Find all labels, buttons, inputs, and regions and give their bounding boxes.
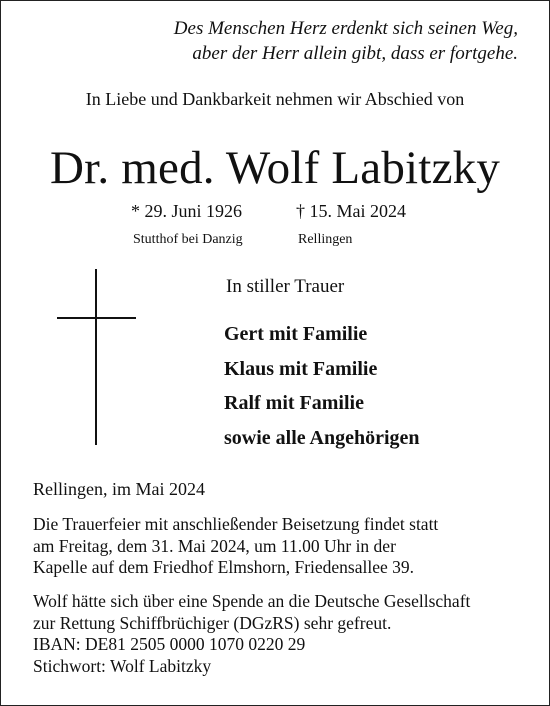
funeral-line: Die Trauerfeier mit anschließender Beisetzung findet statt [33, 514, 439, 534]
mourner-item: sowie alle Angehörigen [224, 426, 420, 449]
mourners-list [224, 317, 420, 455]
place-and-date: Rellingen, im Mai 2024 [33, 479, 205, 499]
mourner-item: Gert mit Familie [224, 323, 368, 345]
deceased-name: Dr. med. Wolf Labitzky [49, 142, 501, 194]
donation-line: Wolf hätte sich über eine Spende an die Deutsche Gesellschaft [33, 591, 471, 611]
mourning-heading: In stiller Trauer [226, 276, 345, 297]
verse-line: Des Menschen Herz erdenkt sich seinen Weg, [173, 18, 518, 39]
death-date: † 15. Mai 2024 [296, 201, 406, 221]
iban-line: IBAN: DE81 2505 0000 1070 0220 29 [33, 634, 306, 654]
death-place: Rellingen [298, 232, 353, 247]
verse-line: aber der Herr allein gibt, dass er fortgehe. [192, 43, 518, 64]
cross-vertical-bar [95, 269, 97, 445]
keyword-line: Stichwort: Wolf Labitzky [33, 655, 212, 676]
mourner-item: Klaus mit Familie [224, 357, 378, 380]
funeral-line: am Freitag, dem 31. Mai 2024, um 11.00 Uhr in der [33, 535, 396, 556]
bible-verse [174, 16, 518, 66]
donation-info [33, 591, 470, 677]
donation-line: zur Rettung Schiffbrüchiger (DGzRS) sehr gefreut. [33, 612, 392, 633]
birth-date: * 29. Juni 1926 [131, 201, 243, 221]
cross-horizontal-bar [57, 317, 136, 319]
funeral-info [33, 514, 438, 579]
funeral-line: Kapelle auf dem Friedhof Elmshorn, Friedensallee 39. [33, 557, 415, 577]
intro-text: In Liebe und Dankbarkeit nehmen wir Abschied von [85, 89, 465, 109]
birth-place: Stutthof bei Danzig [133, 232, 243, 247]
mourner-item: Ralf mit Familie [224, 392, 364, 414]
